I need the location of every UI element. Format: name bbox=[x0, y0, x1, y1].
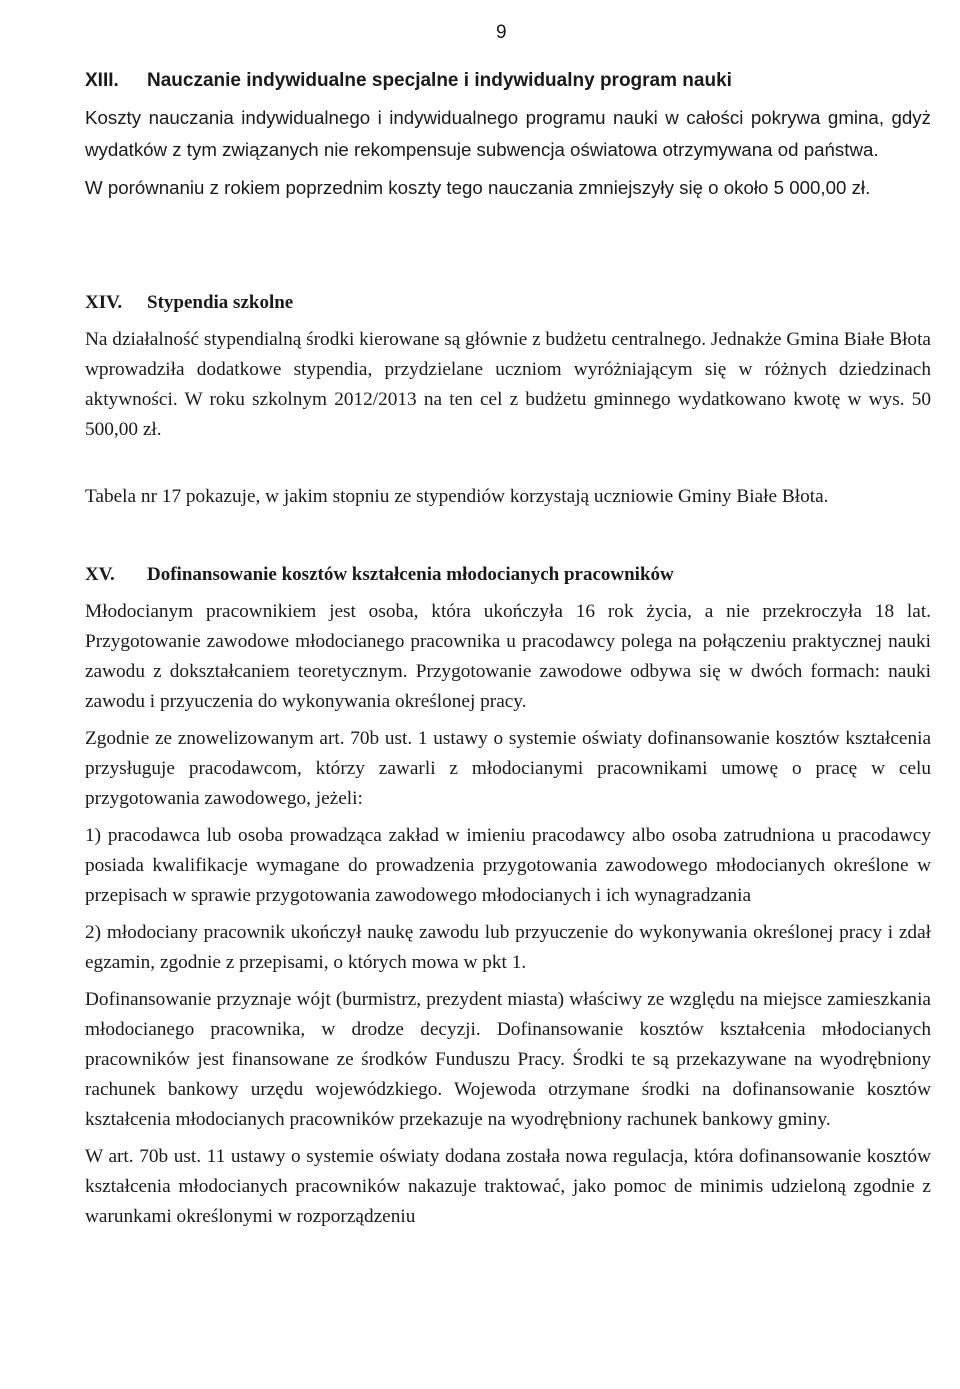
section-xiii bbox=[85, 66, 931, 288]
paragraph: W art. 70b ust. 11 ustawy o systemie oświaty dodana została nowa regulacja, która dofinansowanie kosztów kształcenia młodocianych pracowników nakazuje traktować, jako pomoc de minimis udzieloną zgodnie z warunkami określonymi w rozporządzeniu bbox=[85, 1146, 931, 1227]
section-title: Nauczanie indywidualne specjalne i indywidualny program nauki bbox=[147, 70, 732, 91]
paragraph: Na działalność stypendialną środki kierowane są głównie z budżetu centralnego. Jednakże Gmina Białe Błota wprowadziła dodatkowe stypendia, przydzielane uczniom wyróżniającym się w różnych dziedzinach aktywności. W roku szkolnym 2012/2013 na ten cel z budżetu gminnego wydatkowano kwotę w wys. 50 500,00 zł. bbox=[85, 329, 931, 440]
section-xv bbox=[85, 560, 931, 1232]
paragraph: Zgodnie ze znowelizowanym art. 70b ust. 1 ustawy o systemie oświaty dofinansowanie kosztów kształcenia przysługuje pracodawcom, którzy zawarli z młodocianymi pracownikami umowę o pracę w celu przygotowania zawodowego, jeżeli: bbox=[85, 728, 931, 809]
section-heading bbox=[85, 66, 931, 96]
section-number: XIV. bbox=[85, 292, 123, 313]
list-item: 2) młodociany pracownik ukończył naukę zawodu lub przyuczenie do wykonywania określonej pracy i zdał egzamin, zgodnie z przepisami, o których mowa w pkt 1. bbox=[85, 922, 931, 973]
section-heading bbox=[85, 288, 931, 318]
section-number: XV. bbox=[85, 564, 115, 585]
paragraph: Tabela nr 17 pokazuje, w jakim stopniu ze stypendiów korzystają uczniowie Gminy Białe Błota. bbox=[85, 486, 829, 507]
document-body bbox=[85, 66, 931, 1232]
list-item: 1) pracodawca lub osoba prowadząca zakład w imieniu pracodawcy albo osoba zatrudniona u pracodawcy posiada kwalifikacje wymagane do prowadzenia przygotowania zawodowego młodocianych określone w przepisach w sprawie przygotowania zawodowego młodocianych i ich wynagradzania bbox=[85, 825, 931, 906]
section-xiv bbox=[85, 288, 931, 560]
paragraph: W porównaniu z rokiem poprzednim koszty tego nauczania zmniejszyły się o około 5 000,00 zł. bbox=[85, 177, 871, 198]
section-title: Dofinansowanie kosztów kształcenia młodocianych pracowników bbox=[147, 564, 674, 585]
section-heading bbox=[85, 560, 931, 590]
page-number: 9 bbox=[496, 22, 507, 43]
section-title: Stypendia szkolne bbox=[147, 292, 294, 313]
paragraph: Koszty nauczania indywidualnego i indywidualnego programu nauki w całości pokrywa gmina, gdyż wydatków z tym związanych nie rekompensuje subwencja oświatowa otrzymywana od państwa. bbox=[85, 107, 931, 160]
paragraph: Młodocianym pracownikiem jest osoba, która ukończyła 16 rok życia, a nie przekroczyła 18 lat. Przygotowanie zawodowe młodocianego pracownika u pracodawcy polega na połączeniu praktycznej nauki zawodu z dokształcaniem teoretycznym. Przygotowanie zawodowe odbywa się w dwóch formach: nauki zawodu i przyuczenia do wykonywania określonej pracy. bbox=[85, 601, 931, 712]
section-number: XIII. bbox=[85, 70, 119, 91]
paragraph: Dofinansowanie przyznaje wójt (burmistrz, prezydent miasta) właściwy ze względu na miejsce zamieszkania młodocianego pracownika, w drodze decyzji. Dofinansowanie kosztów kształcenia młodocianych pracowników jest finansowane ze środków Funduszu Pracy. Środki te są przekazywane na wyodrębniony rachunek bankowy urzędu wojewódzkiego. Wojewoda otrzymane środki na dofinansowanie kosztów kształcenia młodocianych pracowników przekazuje na wyodrębniony rachunek bankowy gminy. bbox=[85, 989, 931, 1130]
